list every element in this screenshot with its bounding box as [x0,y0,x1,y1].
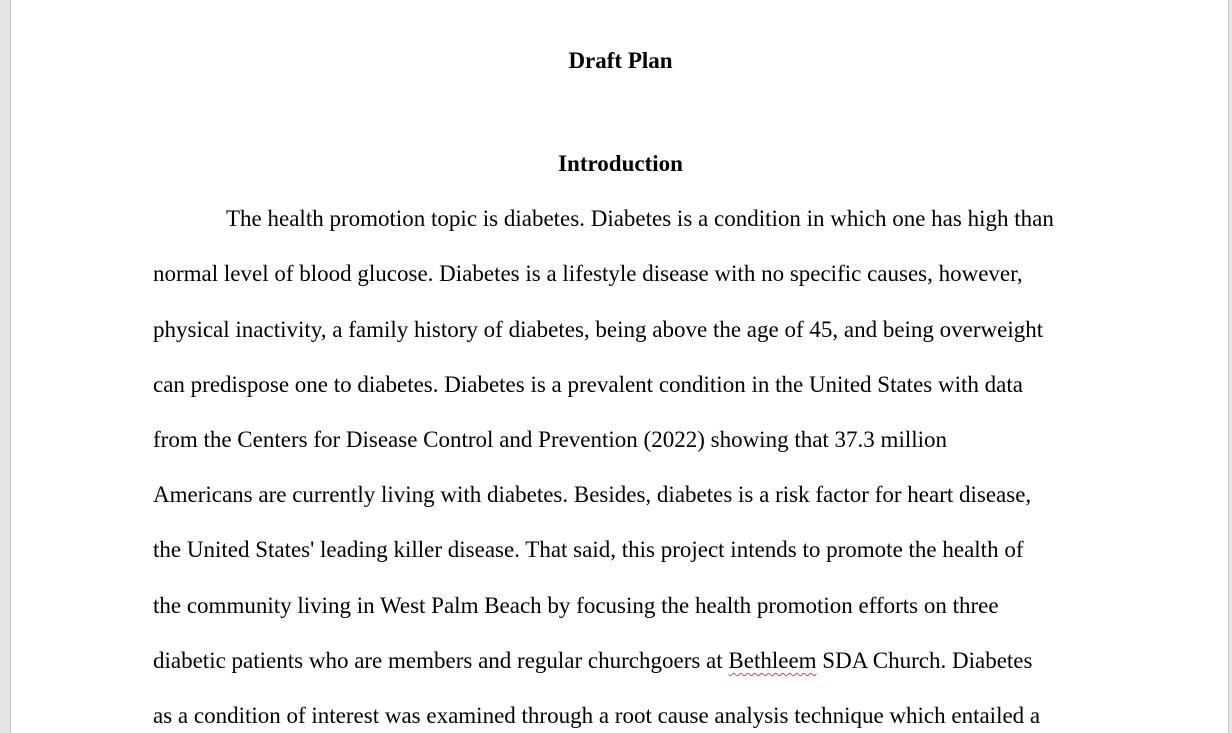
paragraph-line: the community living in West Palm Beach by focusing the health promotion efforts on three [153,593,999,618]
paragraph-line: can predispose one to diabetes. Diabetes is a prevalent condition in the United States with data [153,372,1023,397]
paragraph-line [153,644,1032,678]
spelling-error-word[interactable]: Bethleem [728,648,817,673]
paragraph-line: as a condition of interest was examined through a root cause analysis technique which entailed a [153,703,1041,728]
section-heading-introduction: Introduction [558,151,683,176]
paragraph-line: Americans are currently living with diabetes. Besides, diabetes is a risk factor for heart disease, [153,482,1032,507]
paragraph-line: physical inactivity, a family history of diabetes, being above the age of 45, and being overweight [153,317,1044,342]
line-text-after: SDA Church. Diabetes [816,648,1033,673]
document-title: Draft Plan [568,48,673,73]
document-page[interactable] [10,0,1229,733]
paragraph-line: from the Centers for Disease Control and Prevention (2022) showing that 37.3 million [153,427,948,452]
paragraph-line: The health promotion topic is diabetes. Diabetes is a condition in which one has high than [226,206,1054,231]
paragraph-line: the United States' leading killer disease. That said, this project intends to promote the health of [153,537,1024,562]
paragraph-line: normal level of blood glucose. Diabetes is a lifestyle disease with no specific causes, however, [153,261,1023,286]
line-text-before: diabetic patients who are members and regular churchgoers at [153,648,729,673]
